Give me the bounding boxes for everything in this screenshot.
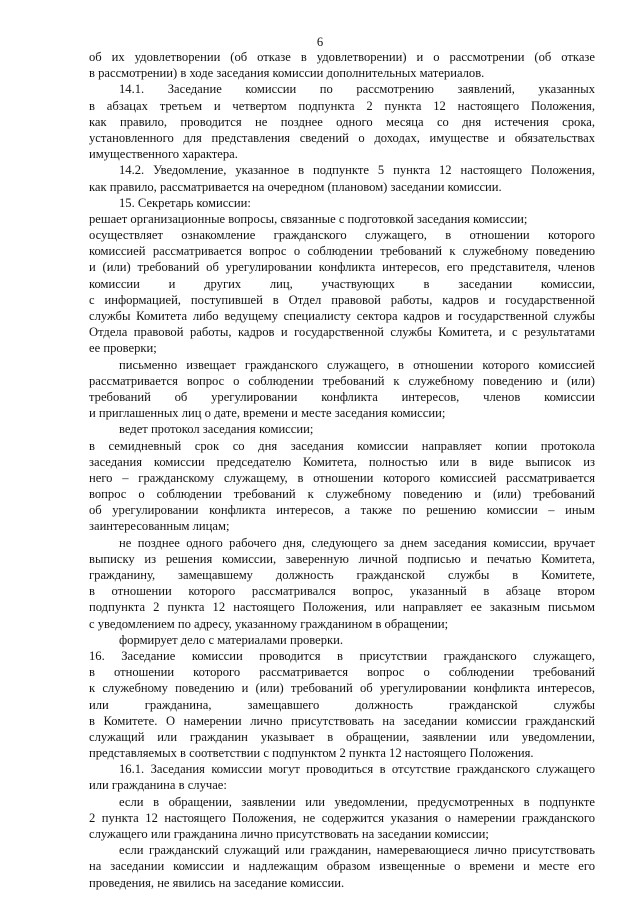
text-line: на заседании комиссии и надлежащим образом извещенные о времени и месте его [89, 859, 595, 874]
text-line: к служебному поведению и (или) требований об урегулировании конфликта интересов, [89, 681, 595, 696]
text-line: 16.1. Заседания комиссии могут проводиться в отсутствие гражданского служащего [119, 762, 595, 777]
text-line: имущественного характера. [89, 147, 238, 162]
text-line: 16. Заседание комиссии проводится в присутствии гражданского служащего, [89, 648, 595, 663]
text-line: если гражданский служащий или гражданин, намеревающиеся лично присутствовать [119, 843, 595, 858]
text-line: в Комитете. О намерении лично присутствовать на заседании комиссии гражданский [89, 713, 595, 728]
text-line: в рассмотрении) в ходе заседания комиссии дополнительных материалов. [89, 66, 485, 81]
text-line: с уведомлением по адресу, указанному гражданином в обращении; [89, 616, 449, 631]
text-line: если в обращении, заявлении или уведомлении, предусмотренных в подпункте [119, 794, 595, 809]
text-line: гражданину, замещавшему должность гражданской службы в Комитете, [89, 568, 595, 582]
text-line: об их удовлетворении (об отказе в удовлетворении) и о рассмотрении (об отказе [89, 50, 595, 64]
text-line: него – гражданскому служащему, в отношении которого комиссией рассматривается [89, 470, 595, 485]
text-line: об урегулировании конфликта интересов, а также по решению комиссии – иным [89, 503, 595, 518]
text-line: 15. Секретарь комиссии: [119, 195, 251, 210]
text-line: требований об урегулировании конфликта интересов, членов комиссии [89, 389, 595, 404]
text-line: или гражданина, замещавшего должность гражданской службы [89, 697, 595, 712]
text-line: как правило, проводится не позднее одного месяца со дня истечения срока, [89, 114, 595, 129]
text-line: Отдела правовой работы, кадров и государственной службы Комитета, и с результатами [89, 325, 595, 340]
text-line: ее проверки; [89, 341, 157, 356]
text-line: в семидневный срок со дня заседания комиссии направляет копии протокола [89, 438, 595, 453]
text-line: осуществляет ознакомление гражданского служащего, в отношении которого [89, 228, 595, 243]
text-line: формирует дело с материалами проверки. [119, 632, 344, 647]
text-line: письменно извещает гражданского служащего, в отношении которого комиссией [119, 357, 595, 372]
text-line: и (или) требований об урегулировании конфликта интересов, его представителя, членов [89, 260, 595, 275]
text-line: подпункта 2 пункта 12 настоящего Положения, или направляет ее заказным письмом [89, 600, 595, 615]
text-line: в абзацах третьем и четвертом подпункта 2 пункта 12 настоящего Положения, [89, 98, 595, 113]
text-line: заседания комиссии председателю Комитета, полностью или в виде выписок из [89, 454, 595, 469]
text-line: комиссией рассматривается вопрос о соблюдении требований к служебному поведению [89, 244, 595, 259]
text-line: как правило, рассматривается на очередном (плановом) заседании комиссии. [89, 179, 502, 194]
text-line: или гражданина в случае: [89, 778, 227, 793]
text-line: вопрос о соблюдении требований к служебному поведению и (или) требований [89, 487, 595, 502]
text-line: ведет протокол заседания комиссии; [119, 422, 314, 437]
text-line: представляемых в соответствии с подпунктом 2 пункта 12 настоящего Положения. [89, 746, 534, 761]
text-line: выписку из решения комиссии, заверенную личной подписью и печатью Комитета, [89, 551, 595, 566]
text-line: служащего или гражданина лично присутствовать на заседании комиссии; [89, 827, 489, 841]
document-body [89, 49, 595, 891]
text-line: не позднее одного рабочего дня, следующего за днем заседания комиссии, вручает [119, 535, 595, 550]
text-line: 2 пункта 12 настоящего Положения, не содержится указания о намерении гражданского [89, 810, 595, 825]
text-line: службы Комитета либо ведущему специалисту сектора кадров и государственной службы [89, 309, 595, 323]
text-line: установленного для представления сведений о доходах, имуществе и обязательствах [89, 130, 595, 145]
text-line: в отношении которого рассматривается вопрос о соблюдении требований [89, 665, 595, 680]
text-line: с информацией, поступившей в Отдел правовой работы, кадров и государственной [89, 292, 595, 307]
page-number: 6 [316, 35, 324, 49]
text-line: заинтересованным лицам; [89, 519, 230, 534]
text-line: проведения, не явились на заседание комиссии. [89, 875, 345, 890]
text-line: комиссии и других лиц, участвующих в заседании комиссии, [89, 276, 595, 291]
text-line: 14.2. Уведомление, указанное в подпункте 5 пункта 12 настоящего Положения, [119, 163, 595, 178]
text-line: и приглашенных лиц о дате, времени и месте заседания комиссии; [89, 406, 446, 421]
text-line: в отношении которого рассматривался вопрос, указанный в абзаце втором [89, 584, 595, 599]
text-line: решает организационные вопросы, связанные с подготовкой заседания комиссии; [89, 211, 528, 226]
text-line: рассматривается вопрос о соблюдении требований к служебному поведению и (или) [89, 373, 595, 388]
text-line: служащий или гражданин указывает в обращении, заявлении или уведомлении, [89, 729, 595, 744]
text-line: 14.1. Заседание комиссии по рассмотрению заявлений, указанных [119, 82, 595, 97]
